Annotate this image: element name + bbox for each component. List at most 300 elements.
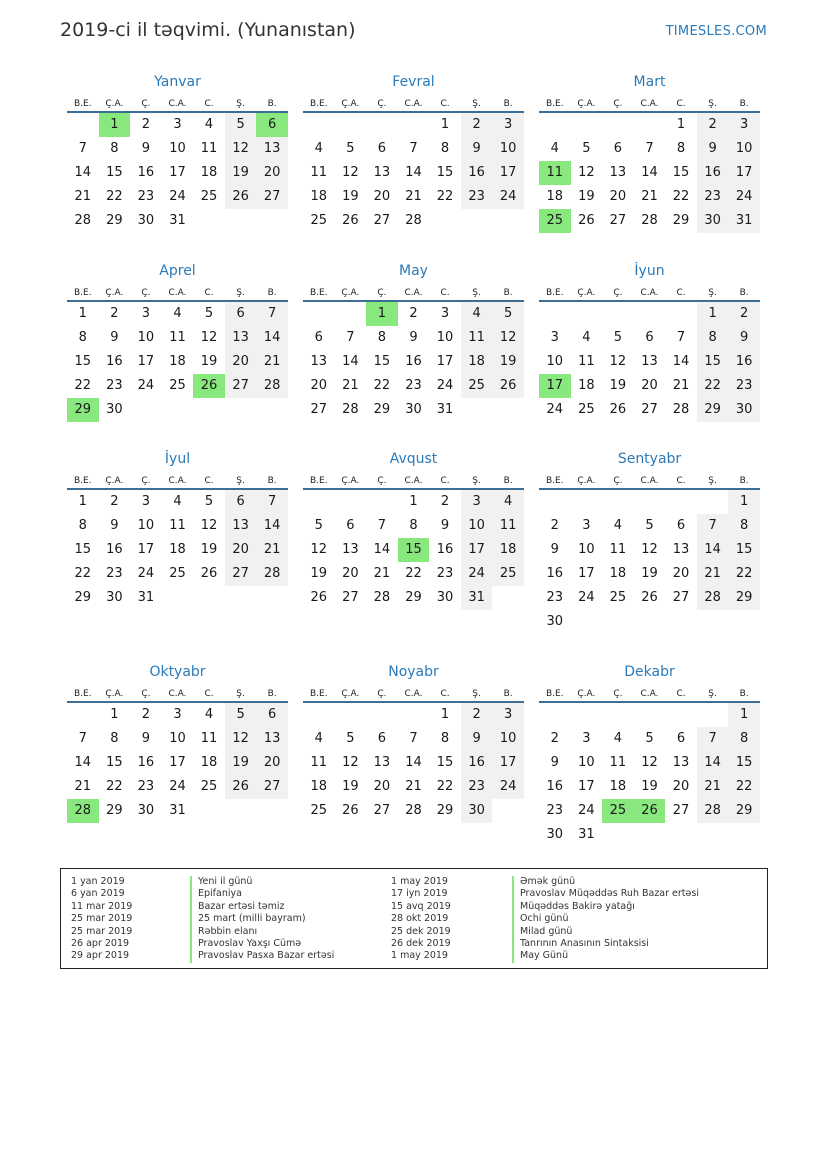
month-aprel bbox=[67, 261, 288, 422]
day-cell: 20 bbox=[225, 538, 257, 562]
day-cell: 2 bbox=[110, 494, 119, 509]
month-yanvar bbox=[67, 72, 288, 233]
day-grid bbox=[303, 113, 524, 233]
day-cell: 7 bbox=[256, 490, 288, 514]
day-cell: 11 bbox=[169, 330, 186, 345]
weekday-label: B. bbox=[267, 476, 277, 486]
day-cell: 2 bbox=[461, 703, 493, 727]
day-cell: 14 bbox=[256, 514, 288, 538]
day-cell: 12 bbox=[225, 137, 257, 161]
month-dekabr bbox=[539, 662, 760, 847]
day-cell: 13 bbox=[672, 542, 690, 557]
day-cell: 6 bbox=[676, 731, 686, 746]
day-cell: 21 bbox=[74, 779, 92, 794]
empty-cell bbox=[366, 113, 398, 137]
day-cell: 21 bbox=[641, 189, 658, 204]
day-cell: 17 bbox=[137, 354, 155, 369]
weekday-label: C. bbox=[204, 689, 214, 699]
weekday-label: C.A. bbox=[404, 689, 423, 699]
weekday-label: C. bbox=[204, 288, 214, 298]
weekday-label: Ş. bbox=[236, 99, 245, 109]
day-cell: 28 bbox=[373, 590, 391, 605]
weekday-label: C.A. bbox=[168, 689, 187, 699]
weekday-label: Ç.A. bbox=[341, 476, 360, 486]
day-cell: 10 bbox=[137, 518, 155, 533]
day-cell: 31 bbox=[137, 590, 155, 605]
weekday-label: Ş. bbox=[472, 689, 481, 699]
day-cell: 20 bbox=[225, 350, 257, 374]
day-grid bbox=[303, 302, 524, 422]
day-cell: 5 bbox=[346, 731, 355, 746]
weekday-label: C.A. bbox=[640, 689, 659, 699]
day-cell: 31 bbox=[578, 827, 595, 842]
day-cell: 18 bbox=[200, 755, 218, 770]
legend-holiday-name: Pravoslav Pasxa Bazar ertəsi bbox=[198, 950, 335, 962]
day-cell: 30 bbox=[405, 402, 422, 417]
day-cell: 16 bbox=[697, 161, 729, 185]
weekday-label: Ç.A. bbox=[577, 288, 596, 298]
day-cell: 9 bbox=[141, 731, 151, 746]
legend-holiday-name: Milad günü bbox=[520, 925, 573, 937]
weekday-label: Ç.A. bbox=[341, 99, 360, 109]
day-cell: 3 bbox=[173, 707, 182, 722]
weekday-label: Ç. bbox=[377, 288, 387, 298]
weekday-label: Ş. bbox=[708, 476, 717, 486]
weekday-header bbox=[67, 97, 288, 113]
month-name: Aprel bbox=[159, 263, 196, 279]
page-title: 2019-ci il təqvimi. (Yunanıstan) bbox=[60, 19, 356, 41]
empty-cell bbox=[602, 302, 634, 326]
weekday-label: C. bbox=[676, 99, 686, 109]
day-cell: 12 bbox=[492, 326, 524, 350]
day-cell: 2 bbox=[550, 518, 559, 533]
day-cell: 27 bbox=[225, 562, 257, 586]
day-cell: 22 bbox=[728, 775, 760, 799]
day-cell: 12 bbox=[342, 755, 359, 770]
day-cell: 18 bbox=[169, 354, 186, 369]
day-cell: 4 bbox=[204, 117, 214, 132]
day-cell: 14 bbox=[405, 165, 422, 180]
day-cell: 31 bbox=[461, 586, 493, 610]
day-cell: 15 bbox=[74, 354, 92, 369]
day-cell: 8 bbox=[440, 141, 450, 156]
day-cell: 23 bbox=[405, 378, 422, 393]
legend-holiday-name: May Günü bbox=[520, 950, 569, 962]
holiday-day-cell: 25 bbox=[602, 799, 634, 823]
day-cell: 7 bbox=[645, 141, 654, 156]
day-cell: 6 bbox=[225, 302, 257, 326]
weekday-header bbox=[67, 687, 288, 703]
day-cell: 10 bbox=[137, 330, 155, 345]
day-cell: 18 bbox=[546, 189, 564, 204]
day-cell: 9 bbox=[550, 755, 559, 770]
day-cell: 22 bbox=[405, 566, 422, 581]
day-cell: 5 bbox=[225, 703, 257, 727]
day-cell: 22 bbox=[728, 562, 760, 586]
month-name: Mart bbox=[633, 74, 666, 90]
day-grid bbox=[539, 490, 760, 634]
month-name: İyun bbox=[634, 263, 665, 279]
day-cell: 10 bbox=[436, 330, 454, 345]
day-cell: 18 bbox=[310, 189, 328, 204]
day-cell: 28 bbox=[342, 402, 359, 417]
day-cell: 14 bbox=[74, 165, 92, 180]
legend-holiday-name: 25 mart (milli bayram) bbox=[198, 913, 306, 925]
day-cell: 23 bbox=[546, 590, 564, 605]
day-cell: 26 bbox=[578, 213, 595, 228]
weekday-label: Ç.A. bbox=[577, 476, 596, 486]
day-cell: 16 bbox=[106, 542, 123, 557]
weekday-label: B. bbox=[739, 689, 749, 699]
empty-cell bbox=[303, 490, 335, 514]
month-name: İyul bbox=[164, 451, 191, 467]
month-sentyabr bbox=[539, 449, 760, 634]
day-cell: 8 bbox=[728, 514, 760, 538]
day-cell: 2 bbox=[461, 113, 493, 137]
day-cell: 7 bbox=[377, 518, 387, 533]
holiday-day-cell: 28 bbox=[67, 799, 99, 823]
weekday-header bbox=[539, 474, 760, 490]
day-cell: 27 bbox=[672, 803, 690, 818]
day-cell: 13 bbox=[342, 542, 359, 557]
day-cell: 4 bbox=[492, 490, 524, 514]
day-cell: 21 bbox=[697, 775, 729, 799]
day-cell: 28 bbox=[641, 213, 658, 228]
month-name: Noyabr bbox=[388, 664, 439, 680]
day-cell: 12 bbox=[641, 542, 658, 557]
weekday-label: Ç.A. bbox=[105, 689, 124, 699]
month-name: Yanvar bbox=[154, 74, 201, 90]
weekday-label: C. bbox=[440, 99, 450, 109]
day-cell: 28 bbox=[256, 374, 288, 398]
day-cell: 20 bbox=[256, 161, 288, 185]
day-cell: 30 bbox=[436, 590, 454, 605]
empty-cell bbox=[571, 703, 603, 727]
day-cell: 21 bbox=[256, 350, 288, 374]
day-cell: 20 bbox=[310, 378, 328, 393]
day-cell: 11 bbox=[310, 755, 328, 770]
day-cell: 2 bbox=[110, 306, 119, 321]
day-cell: 23 bbox=[461, 775, 493, 799]
day-cell: 4 bbox=[461, 302, 493, 326]
legend-dates-right bbox=[391, 876, 451, 963]
weekday-label: B.E. bbox=[73, 689, 92, 699]
weekday-label: B. bbox=[739, 476, 749, 486]
day-cell: 30 bbox=[106, 402, 123, 417]
day-cell: 7 bbox=[676, 330, 686, 345]
day-cell: 31 bbox=[169, 803, 186, 818]
day-cell: 12 bbox=[200, 518, 218, 533]
weekday-label: Ş. bbox=[708, 689, 717, 699]
day-cell: 27 bbox=[342, 590, 359, 605]
legend-date: 28 okt 2019 bbox=[391, 913, 449, 925]
day-cell: 13 bbox=[225, 326, 257, 350]
holiday-day-cell: 6 bbox=[256, 113, 288, 137]
day-grid bbox=[67, 302, 288, 422]
day-cell: 28 bbox=[697, 586, 729, 610]
day-cell: 5 bbox=[613, 330, 623, 345]
day-cell: 5 bbox=[582, 141, 591, 156]
day-cell: 23 bbox=[461, 185, 493, 209]
day-cell: 14 bbox=[641, 165, 658, 180]
weekday-label: B. bbox=[267, 689, 277, 699]
day-cell: 15 bbox=[106, 755, 123, 770]
weekday-header bbox=[539, 687, 760, 703]
legend-date: 6 yan 2019 bbox=[71, 888, 125, 900]
legend-date: 26 apr 2019 bbox=[71, 937, 130, 949]
day-cell: 21 bbox=[256, 538, 288, 562]
day-cell: 2 bbox=[697, 113, 729, 137]
empty-cell bbox=[335, 703, 367, 727]
day-cell: 13 bbox=[256, 727, 288, 751]
day-cell: 19 bbox=[641, 779, 658, 794]
holiday-day-cell: 1 bbox=[366, 302, 398, 326]
day-cell: 26 bbox=[225, 775, 257, 799]
empty-cell bbox=[303, 703, 335, 727]
day-cell: 15 bbox=[728, 538, 760, 562]
weekday-label: C. bbox=[204, 99, 214, 109]
weekday-label: B. bbox=[503, 476, 513, 486]
day-cell: 9 bbox=[440, 518, 450, 533]
day-cell: 5 bbox=[645, 518, 654, 533]
month-name: Sentyabr bbox=[617, 451, 682, 467]
weekday-label: C. bbox=[440, 476, 450, 486]
weekday-label: Ş. bbox=[472, 99, 481, 109]
day-grid bbox=[303, 490, 524, 610]
day-grid bbox=[67, 703, 288, 823]
day-cell: 28 bbox=[74, 213, 92, 228]
day-cell: 14 bbox=[672, 354, 690, 369]
month-name: Avqust bbox=[389, 451, 438, 467]
legend-date: 17 iyn 2019 bbox=[391, 888, 448, 900]
day-cell: 31 bbox=[728, 209, 760, 233]
day-cell: 7 bbox=[346, 330, 355, 345]
weekday-label: Ç. bbox=[141, 689, 151, 699]
day-cell: 11 bbox=[492, 514, 524, 538]
day-cell: 26 bbox=[342, 803, 359, 818]
day-cell: 24 bbox=[728, 185, 760, 209]
day-cell: 12 bbox=[342, 165, 359, 180]
day-cell: 20 bbox=[641, 378, 658, 393]
day-cell: 3 bbox=[550, 330, 559, 345]
day-cell: 8 bbox=[78, 330, 87, 345]
empty-cell bbox=[571, 490, 603, 514]
day-cell: 17 bbox=[137, 542, 155, 557]
weekday-label: Ç. bbox=[613, 476, 623, 486]
legend-holiday-name: Ochi günü bbox=[520, 913, 569, 925]
weekday-label: C.A. bbox=[640, 476, 659, 486]
empty-cell bbox=[67, 113, 99, 137]
weekday-header bbox=[67, 474, 288, 490]
day-cell: 24 bbox=[578, 590, 595, 605]
weekday-label: Ş. bbox=[472, 476, 481, 486]
day-cell: 16 bbox=[106, 354, 123, 369]
empty-cell bbox=[634, 703, 666, 727]
legend-date: 15 avq 2019 bbox=[391, 900, 451, 912]
day-cell: 13 bbox=[373, 165, 391, 180]
day-cell: 4 bbox=[204, 707, 214, 722]
day-cell: 12 bbox=[310, 542, 328, 557]
legend-names-right bbox=[512, 876, 699, 963]
day-cell: 19 bbox=[200, 542, 218, 557]
day-cell: 20 bbox=[609, 189, 627, 204]
day-cell: 1 bbox=[440, 117, 450, 132]
month-fevral bbox=[303, 72, 524, 233]
legend-holiday-name: Bazar ertəsi təmiz bbox=[198, 900, 285, 912]
day-cell: 19 bbox=[200, 354, 218, 369]
day-cell: 15 bbox=[373, 354, 391, 369]
weekday-label: Ş. bbox=[236, 288, 245, 298]
day-cell: 29 bbox=[672, 213, 690, 228]
weekday-label: C.A. bbox=[404, 288, 423, 298]
day-cell: 23 bbox=[106, 378, 123, 393]
weekday-label: Ç. bbox=[377, 476, 387, 486]
day-cell: 7 bbox=[409, 731, 418, 746]
weekday-header bbox=[67, 286, 288, 302]
empty-cell bbox=[335, 490, 367, 514]
day-cell: 22 bbox=[436, 189, 454, 204]
day-cell: 24 bbox=[169, 779, 186, 794]
day-cell: 30 bbox=[728, 398, 760, 422]
empty-cell bbox=[398, 703, 430, 727]
day-cell: 23 bbox=[137, 779, 155, 794]
day-cell: 7 bbox=[78, 731, 87, 746]
day-cell: 8 bbox=[440, 731, 450, 746]
day-cell: 24 bbox=[492, 775, 524, 799]
day-cell: 25 bbox=[200, 189, 218, 204]
brand-link[interactable]: TIMESLES.COM bbox=[665, 24, 767, 39]
day-cell: 11 bbox=[578, 354, 595, 369]
weekday-label: B.E. bbox=[73, 99, 92, 109]
empty-cell bbox=[539, 302, 571, 326]
day-cell: 7 bbox=[409, 141, 418, 156]
weekday-label: Ç.A. bbox=[341, 689, 360, 699]
weekday-label: Ç.A. bbox=[577, 99, 596, 109]
day-cell: 7 bbox=[78, 141, 87, 156]
weekday-label: C.A. bbox=[168, 99, 187, 109]
day-cell: 21 bbox=[405, 779, 422, 794]
day-cell: 25 bbox=[310, 213, 328, 228]
day-cell: 4 bbox=[173, 494, 182, 509]
holiday-day-cell: 26 bbox=[193, 374, 225, 398]
legend-date: 29 apr 2019 bbox=[71, 950, 130, 962]
day-cell: 5 bbox=[204, 494, 214, 509]
day-cell: 13 bbox=[672, 755, 690, 770]
day-cell: 22 bbox=[74, 378, 92, 393]
day-cell: 5 bbox=[225, 113, 257, 137]
day-cell: 22 bbox=[373, 378, 391, 393]
day-cell: 18 bbox=[169, 542, 186, 557]
day-cell: 19 bbox=[310, 566, 328, 581]
day-cell: 3 bbox=[141, 306, 151, 321]
day-cell: 18 bbox=[310, 779, 328, 794]
day-cell: 2 bbox=[141, 707, 151, 722]
day-cell: 23 bbox=[697, 185, 729, 209]
legend-holiday-name: Yeni il günü bbox=[198, 876, 253, 887]
legend-holiday-name: Rəbbin elanı bbox=[198, 925, 258, 937]
day-cell: 10 bbox=[492, 727, 524, 751]
legend-date: 1 yan 2019 bbox=[71, 876, 125, 887]
day-cell: 29 bbox=[373, 402, 391, 417]
day-cell: 10 bbox=[461, 514, 493, 538]
day-cell: 19 bbox=[609, 378, 627, 393]
day-cell: 20 bbox=[373, 189, 391, 204]
day-cell: 22 bbox=[106, 779, 123, 794]
day-cell: 11 bbox=[200, 731, 218, 746]
day-cell: 24 bbox=[492, 185, 524, 209]
day-cell: 4 bbox=[582, 330, 591, 345]
day-cell: 27 bbox=[641, 402, 658, 417]
day-cell: 17 bbox=[578, 779, 595, 794]
day-cell: 13 bbox=[373, 755, 391, 770]
day-cell: 5 bbox=[204, 306, 214, 321]
day-cell: 13 bbox=[256, 137, 288, 161]
empty-cell bbox=[303, 302, 335, 326]
day-cell: 25 bbox=[492, 562, 524, 586]
day-cell: 23 bbox=[546, 803, 564, 818]
empty-cell bbox=[398, 113, 430, 137]
day-cell: 1 bbox=[697, 302, 729, 326]
legend-holiday-name: Epifaniya bbox=[198, 888, 242, 900]
weekday-label: C.A. bbox=[640, 288, 659, 298]
weekday-label: Ç.A. bbox=[105, 476, 124, 486]
weekday-label: Ş. bbox=[708, 288, 717, 298]
day-cell: 22 bbox=[672, 189, 690, 204]
weekday-header bbox=[539, 97, 760, 113]
day-cell: 3 bbox=[728, 113, 760, 137]
day-cell: 6 bbox=[676, 518, 686, 533]
weekday-label: B. bbox=[503, 689, 513, 699]
day-cell: 30 bbox=[697, 209, 729, 233]
day-cell: 25 bbox=[609, 590, 627, 605]
day-cell: 29 bbox=[74, 590, 92, 605]
month-name: Oktyabr bbox=[149, 664, 206, 680]
day-cell: 17 bbox=[461, 538, 493, 562]
day-cell: 11 bbox=[609, 542, 627, 557]
day-cell: 21 bbox=[405, 189, 422, 204]
weekday-label: B. bbox=[267, 288, 277, 298]
weekday-label: C.A. bbox=[404, 99, 423, 109]
holiday-legend bbox=[60, 868, 768, 969]
empty-cell bbox=[539, 113, 571, 137]
day-cell: 5 bbox=[314, 518, 323, 533]
day-cell: 19 bbox=[342, 779, 359, 794]
day-cell: 1 bbox=[440, 707, 450, 722]
day-cell: 6 bbox=[225, 490, 257, 514]
day-cell: 11 bbox=[609, 755, 627, 770]
day-cell: 21 bbox=[373, 566, 391, 581]
day-cell: 16 bbox=[546, 566, 564, 581]
empty-cell bbox=[571, 113, 603, 137]
day-cell: 3 bbox=[461, 490, 493, 514]
day-cell: 14 bbox=[697, 538, 729, 562]
day-cell: 4 bbox=[550, 141, 559, 156]
day-cell: 9 bbox=[141, 141, 151, 156]
legend-date: 25 mar 2019 bbox=[71, 925, 133, 937]
weekday-label: C.A. bbox=[168, 288, 187, 298]
day-cell: 6 bbox=[645, 330, 654, 345]
day-cell: 15 bbox=[74, 542, 92, 557]
month-name: Dekabr bbox=[624, 664, 675, 680]
day-cell: 29 bbox=[106, 803, 123, 818]
day-cell: 12 bbox=[200, 330, 218, 345]
day-cell: 25 bbox=[461, 374, 493, 398]
weekday-label: Ç.A. bbox=[341, 288, 360, 298]
legend-holiday-name: Əmək günü bbox=[520, 876, 576, 887]
weekday-header bbox=[303, 97, 524, 113]
day-cell: 26 bbox=[225, 185, 257, 209]
day-cell: 28 bbox=[697, 799, 729, 823]
